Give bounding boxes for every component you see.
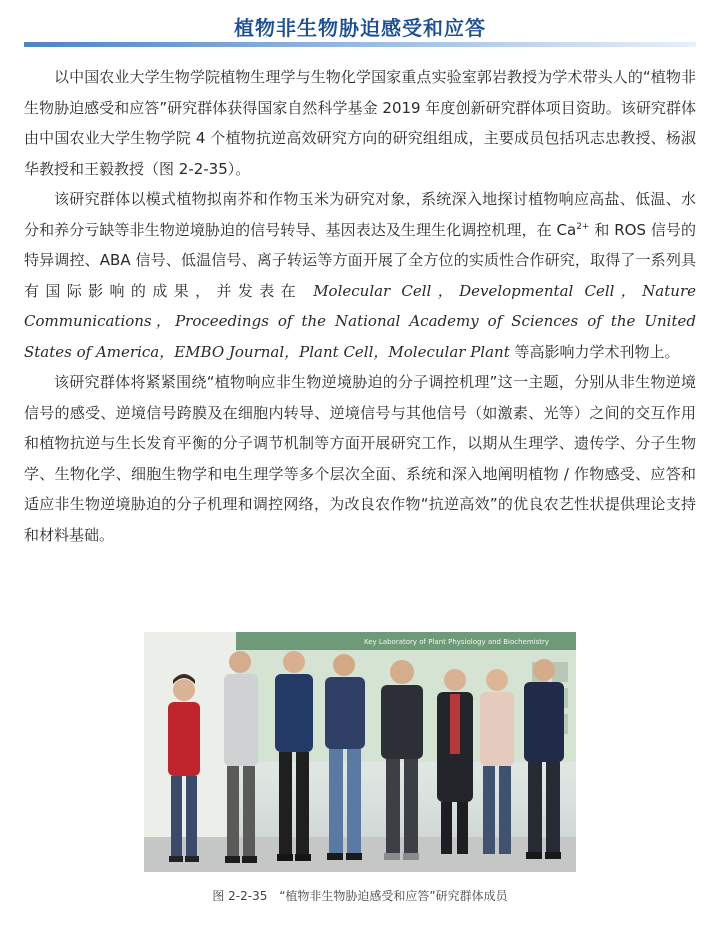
- page-title: 植物非生物胁迫感受和应答: [234, 16, 486, 40]
- paragraph-3: 该研究群体将紧紧围绕“植物响应非生物逆境胁迫的分子调控机理”这一主题，分别从非生物逆境信号的感受、逆境信号跨膜及在细胞内转导、逆境信号与其他信号（如激素、光等）之间的交互作用和植物抗逆与生长发育平衡的分子调节机制等方面开展研究工作，以期从生理学、遗传学、分子生物学、生物化学、细胞生物学和电生理学等多个层次全面、系统和深入地阐明植物 / 作物感受、应答和适应非生物逆境胁迫的分子机理和调控网络，为改良农作物“抗逆高效”的优良农艺性状提供理论支持和材料基础。: [24, 373, 696, 544]
- person-8: [524, 659, 564, 859]
- figure-number: 图 2-2-35: [212, 889, 268, 903]
- paragraph-2: [24, 184, 696, 367]
- group-photo-illustration: [144, 632, 576, 872]
- paragraph-2-part-a: 该研究群体以模式植物拟南芥和作物玉米为研究对象，系统深入地探讨植物响应高盐、低温、水分和养分亏缺等非生物逆境胁迫的信号转导、基因表达及生理生化调控机理，在 Ca: [24, 190, 696, 239]
- paragraph-2-part-c: 等高影响力学术刊物上。: [509, 342, 680, 361]
- person-6: [437, 669, 473, 854]
- calcium-superscript: 2+: [576, 221, 590, 232]
- person-2: [224, 651, 258, 863]
- group-photo: [144, 632, 576, 872]
- paragraph-2-part-b: 和 ROS 信号的特异调控、ABA 信号、低温信号、离子转运等方面开展了全方位的实质性合作研究，取得了一系列具有国际影响的成果，并发表在: [24, 220, 696, 300]
- figure-caption: [0, 887, 720, 904]
- person-7: [480, 669, 514, 854]
- display-board-text: Key Laboratory of Plant Physiology and Biochemistry: [364, 638, 550, 646]
- figure-caption-text: “植物非生物胁迫感受和应答”研究群体成员: [279, 889, 508, 903]
- title-underline-bar: [24, 42, 696, 47]
- paragraph-1: 以中国农业大学生物学院植物生理学与生物化学国家重点实验室郭岩教授为学术带头人的“植物非生物胁迫感受和应答”研究群体获得国家自然科学基金 2019 年度创新研究群体项目资助。该研究群体由中国农业大学生物学院 4 个植物抗逆高效研究方向的研究组组成，主要成员包括巩志忠教授、杨淑华教授和王毅教授（图 2-2-35）。: [24, 68, 696, 178]
- page-header: [24, 0, 696, 52]
- journal-list: Molecular Cell，Developmental Cell，Nature Communications，Proceedings of the National Academy of Sciences of the United States of America，EMBO Journal，Plant Cell，Molecular Plant: [24, 281, 696, 361]
- article-body: [24, 62, 696, 550]
